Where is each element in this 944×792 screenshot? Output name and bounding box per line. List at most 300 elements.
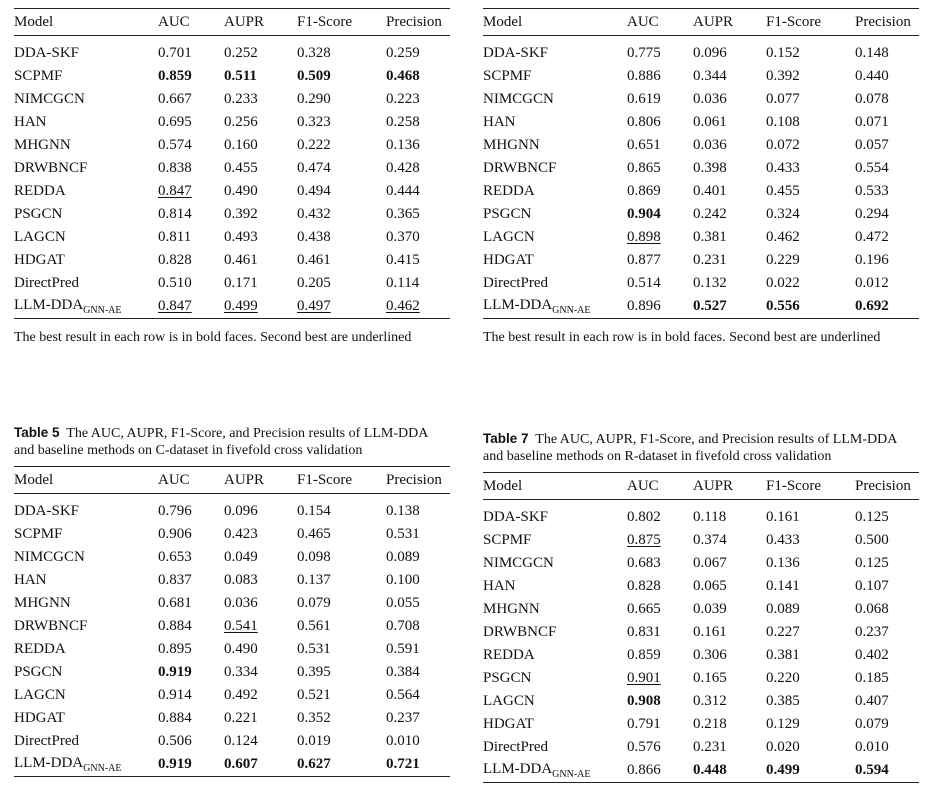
metric-cell [158,546,224,569]
table-row [483,226,919,249]
model-label: LLM-DDA [14,297,84,313]
table-row [483,575,919,598]
metric-cell [386,753,450,777]
metric-cell [297,157,386,180]
column-header: AUC [627,473,693,500]
metric-cell [766,203,855,226]
metric-cell [224,707,297,730]
metric-value: 0.806 [627,114,661,130]
metric-cell [386,661,450,684]
metric-value: 0.461 [224,252,258,268]
model-name [483,690,627,713]
model-name [14,295,158,319]
metric-cell [158,730,224,753]
metric-value: 0.619 [627,91,661,107]
metric-cell [297,753,386,777]
table-row [483,621,919,644]
metric-cell [224,730,297,753]
metric-cell [386,249,450,272]
metric-value: 0.591 [386,641,420,657]
metric-value: 0.205 [297,275,331,291]
metric-cell [627,111,693,134]
metric-value: 0.521 [297,687,331,703]
metric-value: 0.500 [855,532,889,548]
metric-cell [386,180,450,203]
metric-cell [158,157,224,180]
table-row [14,638,450,661]
metric-value: 0.196 [855,252,889,268]
metric-cell [627,226,693,249]
model-name [483,575,627,598]
table-footnote: The best result in each row is in bold faces. Second best are underlined [483,330,881,345]
metric-cell [297,203,386,226]
table-row [483,295,919,319]
metric-cell [693,690,766,713]
metric-value: 0.227 [766,624,800,640]
metric-cell [855,500,919,530]
metric-cell [627,667,693,690]
metric-cell [693,65,766,88]
metric-value: 0.036 [693,91,727,107]
metric-value: 0.462 [766,229,800,245]
model-name [14,88,158,111]
metric-value: 0.904 [627,206,661,222]
model-label: NIMCGCN [483,91,554,107]
metric-cell [855,111,919,134]
metric-value: 0.141 [766,578,800,594]
metric-value: 0.036 [224,595,258,611]
table-row [14,157,450,180]
model-label: PSGCN [14,206,63,222]
metric-value: 0.574 [158,137,192,153]
metric-cell [766,667,855,690]
model-label: DDA-SKF [483,45,549,61]
metric-value: 0.258 [386,114,420,130]
metric-value: 0.831 [627,624,661,640]
metric-cell [224,638,297,661]
metric-value: 0.237 [855,624,889,640]
model-name [14,638,158,661]
metric-cell [158,523,224,546]
metric-value: 0.160 [224,137,258,153]
metric-value: 0.077 [766,91,800,107]
model-label: DirectPred [14,275,79,291]
metric-value: 0.381 [766,647,800,663]
metric-value: 0.791 [627,716,661,732]
metric-value: 0.681 [158,595,192,611]
metric-value: 0.259 [386,45,420,61]
model-label: DRWBNCF [14,160,88,176]
column-header: Model [14,9,158,36]
model-label: SCPMF [14,68,63,84]
table-row [14,272,450,295]
table-row [14,180,450,203]
metric-value: 0.352 [297,710,331,726]
table-header [483,9,919,36]
metric-value: 0.229 [766,252,800,268]
table-row [483,272,919,295]
metric-cell [386,134,450,157]
metric-cell [627,180,693,203]
model-name [483,529,627,552]
metric-value: 0.472 [855,229,889,245]
metric-cell [224,226,297,249]
metric-cell [855,249,919,272]
metric-cell [386,615,450,638]
metric-cell [855,644,919,667]
metric-cell [297,615,386,638]
metric-cell [766,157,855,180]
metric-value: 0.847 [158,183,192,199]
model-name [14,180,158,203]
table-row [14,523,450,546]
metric-cell [386,88,450,111]
metric-cell [158,203,224,226]
table-row [14,546,450,569]
table-row [483,88,919,111]
metric-cell [627,621,693,644]
metric-cell [766,644,855,667]
metric-cell [855,690,919,713]
metric-cell [297,661,386,684]
metric-cell [386,65,450,88]
metric-value: 0.072 [766,137,800,153]
column-header: AUPR [693,9,766,36]
metric-value: 0.683 [627,555,661,571]
table-row [14,707,450,730]
metric-cell [158,226,224,249]
table-row [14,615,450,638]
metric-value: 0.385 [766,693,800,709]
table-row [483,111,919,134]
table-row [483,713,919,736]
table-header [14,467,450,494]
metric-cell [855,736,919,759]
metric-value: 0.328 [297,45,331,61]
metric-value: 0.220 [766,670,800,686]
metric-value: 0.370 [386,229,420,245]
model-name [483,134,627,157]
metric-cell [386,494,450,524]
metric-cell [158,494,224,524]
metric-cell [693,644,766,667]
model-label: MHGNN [14,595,71,611]
metric-cell [766,134,855,157]
metric-value: 0.802 [627,509,661,525]
metric-cell [693,621,766,644]
metric-cell [158,88,224,111]
metric-value: 0.171 [224,275,258,291]
metric-value: 0.165 [693,670,727,686]
model-name [14,157,158,180]
metric-cell [693,36,766,66]
metric-cell [855,36,919,66]
metric-cell [386,203,450,226]
metric-value: 0.148 [855,45,889,61]
column-header: Precision [855,473,919,500]
metric-value: 0.365 [386,206,420,222]
table-5 [14,424,450,777]
metric-cell [627,713,693,736]
model-name [483,759,627,783]
metric-cell [158,707,224,730]
metric-value: 0.402 [855,647,889,663]
metric-value: 0.129 [766,716,800,732]
metric-cell [224,203,297,226]
column-header: AUPR [693,473,766,500]
metric-cell [855,65,919,88]
metric-value: 0.433 [766,532,800,548]
table-row [14,569,450,592]
metric-value: 0.294 [855,206,889,222]
metric-cell [855,88,919,111]
metric-value: 0.089 [386,549,420,565]
metric-value: 0.561 [297,618,331,634]
metric-cell [627,272,693,295]
metric-cell [855,134,919,157]
metric-cell [224,180,297,203]
table-row [14,203,450,226]
metric-value: 0.078 [855,91,889,107]
metric-cell [766,736,855,759]
metric-cell [855,575,919,598]
metric-value: 0.323 [297,114,331,130]
metric-cell [855,529,919,552]
model-label: HAN [483,114,516,130]
metric-value: 0.125 [855,509,889,525]
metric-cell [386,523,450,546]
table-row [483,598,919,621]
table-row [483,180,919,203]
metric-cell [224,88,297,111]
metric-value: 0.576 [627,739,661,755]
table-row [14,730,450,753]
metric-value: 0.859 [158,68,192,84]
model-label: NIMCGCN [483,555,554,571]
metric-value: 0.433 [766,160,800,176]
metric-value: 0.514 [627,275,661,291]
metric-cell [627,690,693,713]
column-header: Model [14,467,158,494]
metric-cell [224,157,297,180]
metric-value: 0.490 [224,183,258,199]
metric-cell [766,295,855,319]
model-name [14,134,158,157]
model-name [14,730,158,753]
metric-value: 0.237 [386,710,420,726]
metric-value: 0.415 [386,252,420,268]
table-header [483,473,919,500]
metric-cell [224,684,297,707]
metric-value: 0.344 [693,68,727,84]
metric-value: 0.125 [855,555,889,571]
model-name [483,88,627,111]
metric-value: 0.392 [766,68,800,84]
metric-cell [627,500,693,530]
metric-cell [693,736,766,759]
metric-value: 0.837 [158,572,192,588]
metric-value: 0.374 [693,532,727,548]
metric-value: 0.136 [766,555,800,571]
table-body [14,494,450,777]
model-label: DirectPred [483,275,548,291]
metric-cell [627,575,693,598]
metric-cell [693,667,766,690]
metric-cell [297,36,386,66]
metric-cell [158,111,224,134]
metric-cell [297,134,386,157]
metric-cell [855,226,919,249]
metric-cell [297,180,386,203]
metric-cell [297,65,386,88]
metric-cell [297,638,386,661]
model-label: PSGCN [14,664,63,680]
model-name [14,249,158,272]
model-label: LLM-DDA [483,761,553,777]
metric-value: 0.079 [855,716,889,732]
metric-cell [386,707,450,730]
metric-value: 0.079 [297,595,331,611]
column-header: AUC [627,9,693,36]
metric-cell [693,552,766,575]
metric-cell [297,249,386,272]
metric-cell [386,272,450,295]
metric-value: 0.306 [693,647,727,663]
metric-value: 0.908 [627,693,661,709]
metric-cell [627,157,693,180]
metric-cell [627,65,693,88]
metric-value: 0.828 [158,252,192,268]
metric-cell [766,759,855,783]
model-label: HDGAT [14,710,65,726]
table-row [14,592,450,615]
table-row [14,36,450,66]
metric-value: 0.438 [297,229,331,245]
metric-value: 0.468 [386,68,420,84]
metric-cell [693,529,766,552]
model-name [483,65,627,88]
metric-value: 0.223 [386,91,420,107]
metric-cell [158,36,224,66]
model-name [483,272,627,295]
metric-cell [766,529,855,552]
metric-cell [693,134,766,157]
metric-value: 0.107 [855,578,889,594]
model-name [14,569,158,592]
column-header: F1-Score [766,473,855,500]
table-label: Table 7 [483,431,529,446]
metric-cell [627,552,693,575]
model-name [483,226,627,249]
metric-cell [224,569,297,592]
column-header: Precision [386,9,450,36]
metric-cell [386,226,450,249]
metric-cell [297,295,386,319]
metric-value: 0.010 [855,739,889,755]
metric-cell [386,546,450,569]
column-header: AUC [158,9,224,36]
table-row [483,249,919,272]
metric-value: 0.533 [855,183,889,199]
metric-cell [766,690,855,713]
table-row [14,88,450,111]
model-name [483,36,627,66]
model-label: PSGCN [483,670,532,686]
metric-value: 0.461 [297,252,331,268]
metric-value: 0.428 [386,160,420,176]
metric-value: 0.334 [224,664,258,680]
model-name [483,713,627,736]
metric-value: 0.919 [158,664,192,680]
metric-value: 0.401 [693,183,727,199]
metric-value: 0.898 [627,229,661,245]
metric-cell [158,592,224,615]
model-name [14,523,158,546]
model-name [14,226,158,249]
metric-cell [627,598,693,621]
metric-value: 0.055 [386,595,420,611]
table-row [14,494,450,524]
metric-value: 0.118 [693,509,727,525]
metric-value: 0.814 [158,206,192,222]
metric-value: 0.914 [158,687,192,703]
metric-value: 0.098 [297,549,331,565]
model-label: MHGNN [483,137,540,153]
metric-value: 0.221 [224,710,258,726]
metric-value: 0.455 [224,160,258,176]
metric-value: 0.020 [766,739,800,755]
metric-value: 0.137 [297,572,331,588]
metric-cell [693,500,766,530]
metric-cell [855,759,919,783]
metric-cell [224,134,297,157]
model-name [14,546,158,569]
metric-cell [297,88,386,111]
metric-cell [224,272,297,295]
metric-cell [386,684,450,707]
table-row [14,134,450,157]
model-label: LLM-DDA [483,297,553,313]
column-header: Model [483,9,627,36]
table-body [14,36,450,319]
model-name [483,667,627,690]
metric-value: 0.594 [855,762,889,778]
metric-cell [386,295,450,319]
metric-value: 0.019 [297,733,331,749]
model-label: SCPMF [483,68,532,84]
metric-cell [627,249,693,272]
metric-value: 0.398 [693,160,727,176]
metric-cell [855,598,919,621]
metric-cell [855,713,919,736]
metric-cell [386,36,450,66]
model-label: HAN [14,572,47,588]
metric-value: 0.152 [766,45,800,61]
metric-cell [158,249,224,272]
metric-value: 0.124 [224,733,258,749]
metric-cell [766,226,855,249]
metric-value: 0.108 [766,114,800,130]
metric-cell [627,134,693,157]
metric-value: 0.828 [627,578,661,594]
metric-value: 0.440 [855,68,889,84]
metric-cell [766,65,855,88]
metric-cell [855,621,919,644]
model-name [483,552,627,575]
metric-cell [224,494,297,524]
metric-cell [158,661,224,684]
metric-value: 0.896 [627,298,661,314]
